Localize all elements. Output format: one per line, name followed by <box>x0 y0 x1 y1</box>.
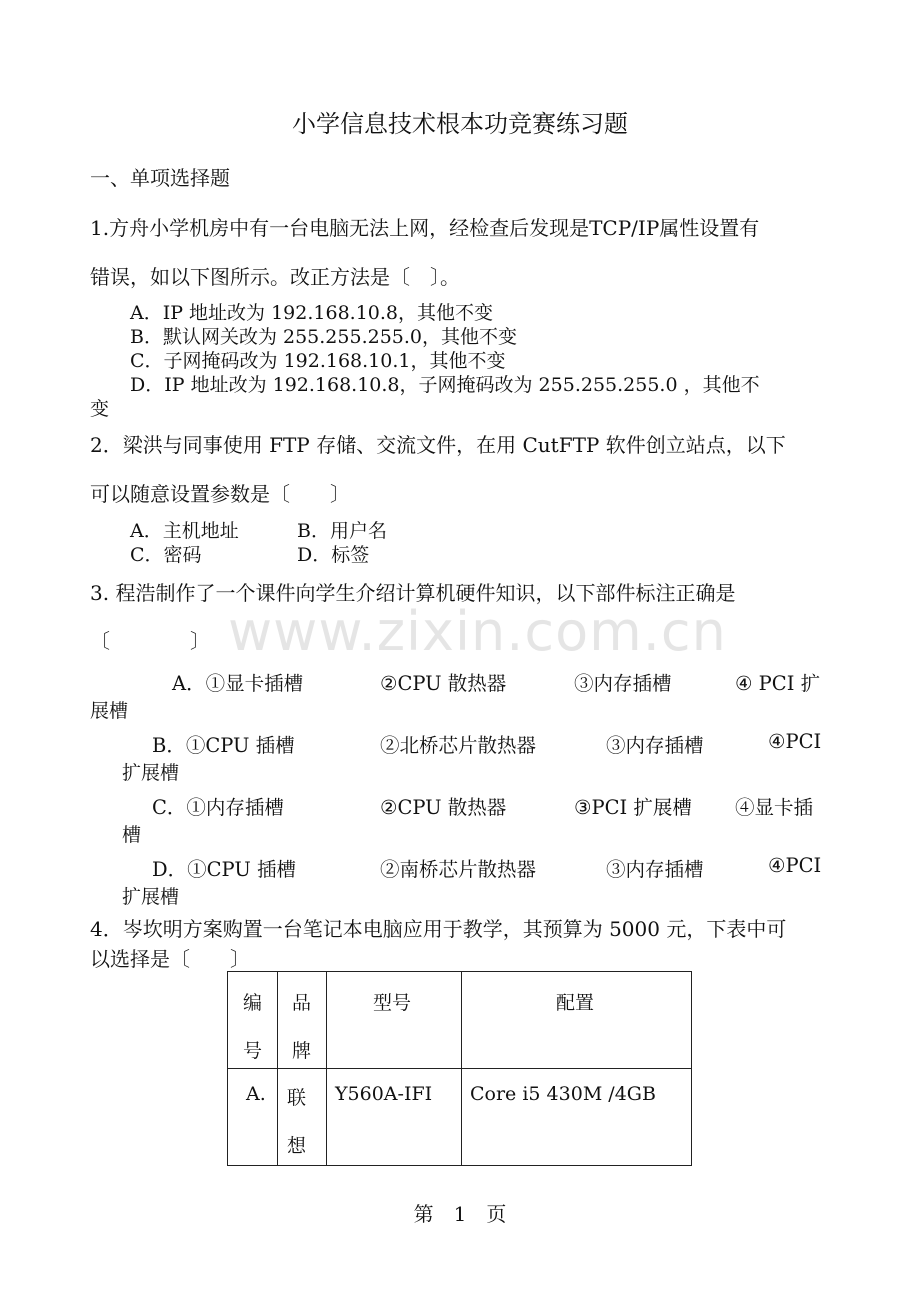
q2-option-b: B．用户名 <box>297 520 387 542</box>
q3-b-wrap: 扩展槽 <box>122 762 180 784</box>
q1-option-b: B．默认网关改为 255.255.255.0，其他不变 <box>130 326 518 348</box>
q3-d-part3: ③内存插槽 <box>606 858 704 881</box>
watermark: www.zixin.com.cn <box>228 600 727 663</box>
cell-model: Y560A-IFI <box>327 1069 462 1166</box>
q2-stem-line1: 2．梁洪与同事使用 FTP 存储、交流文件，在用 CutFTP 软件创立站点，以下 <box>90 433 786 457</box>
header-number: 编 号 <box>228 972 278 1069</box>
q3-a-part1: A．①显卡插槽 <box>172 672 304 695</box>
q1-option-a: A．IP 地址改为 192.168.10.8，其他不变 <box>130 302 494 324</box>
cell-number: A. <box>228 1069 278 1166</box>
q3-b-part2: ②北桥芯片散热器 <box>380 734 537 757</box>
cell-config: Core i5 430M /4GB <box>462 1069 692 1166</box>
header-brand: 品 牌 <box>278 972 327 1069</box>
q4-stem-line1: 4．岑坎明方案购置一台笔记本电脑应用于教学，其预算为 5000 元，下表中可 <box>90 917 787 941</box>
q3-c-part3: ③PCI 扩展槽 <box>574 796 692 819</box>
q3-b-part1: B．①CPU 插槽 <box>152 734 295 757</box>
laptop-table <box>227 971 692 1166</box>
q3-b-part3: ③内存插槽 <box>606 734 704 757</box>
q3-option-c <box>0 792 920 822</box>
q3-c-part4: ④显卡插 <box>735 796 814 819</box>
q3-d-wrap: 扩展槽 <box>122 886 180 908</box>
section-heading: 一、单项选择题 <box>90 166 230 190</box>
q1-stem-line2: 错误，如以下图所示。改正方法是〔 〕。 <box>90 265 460 289</box>
table-row <box>228 1069 692 1166</box>
q3-d-part2: ②南桥芯片散热器 <box>380 858 537 881</box>
q3-option-a <box>0 668 920 698</box>
q2-option-c: C．密码 <box>130 544 202 566</box>
q3-a-part4: ④ PCI 扩 <box>735 672 821 695</box>
q3-option-b <box>0 730 920 760</box>
q1-stem-line1: 1.方舟小学机房中有一台电脑无法上网，经检查后发现是TCP/IP属性设置有 <box>90 216 760 240</box>
q2-option-a: A．主机地址 <box>130 520 239 542</box>
q3-option-d <box>0 854 920 884</box>
q1-option-d: D．IP 地址改为 192.168.10.8，子网掩码改为 255.255.255.0 ，其他不 <box>130 374 760 396</box>
page-number: 第 1 页 <box>413 1202 507 1226</box>
q3-d-part4: ④PCI <box>768 854 822 877</box>
header-model: 型号 <box>327 972 462 1069</box>
q3-b-part4: ④PCI <box>768 730 822 753</box>
cell-brand: 联 想 <box>278 1069 327 1166</box>
q3-stem-line1: 3. 程浩制作了一个课件向学生介绍计算机硬件知识，以下部件标注正确是 <box>90 581 736 605</box>
q3-stem-line2: 〔 〕 <box>90 629 210 653</box>
table-header-row <box>228 972 692 1069</box>
q2-stem-line2: 可以随意设置参数是〔 〕 <box>90 482 350 506</box>
q3-a-wrap: 展槽 <box>90 700 129 722</box>
q2-option-d: D．标签 <box>297 544 370 566</box>
header-config: 配置 <box>462 972 692 1069</box>
q3-d-part1: D．①CPU 插槽 <box>152 858 296 881</box>
q3-c-part2: ②CPU 散热器 <box>380 796 507 819</box>
page-title: 小学信息技术根本功竞赛练习题 <box>292 110 628 138</box>
q3-a-part2: ②CPU 散热器 <box>380 672 507 695</box>
q4-stem-line2: 以选择是〔 〕 <box>90 947 250 971</box>
q3-c-part1: C．①内存插槽 <box>152 796 284 819</box>
q3-c-wrap: 槽 <box>122 824 142 846</box>
q3-a-part3: ③内存插槽 <box>574 672 672 695</box>
q1-option-c: C．子网掩码改为 192.168.10.1，其他不变 <box>130 350 506 372</box>
q1-option-d-wrap: 变 <box>90 398 110 420</box>
